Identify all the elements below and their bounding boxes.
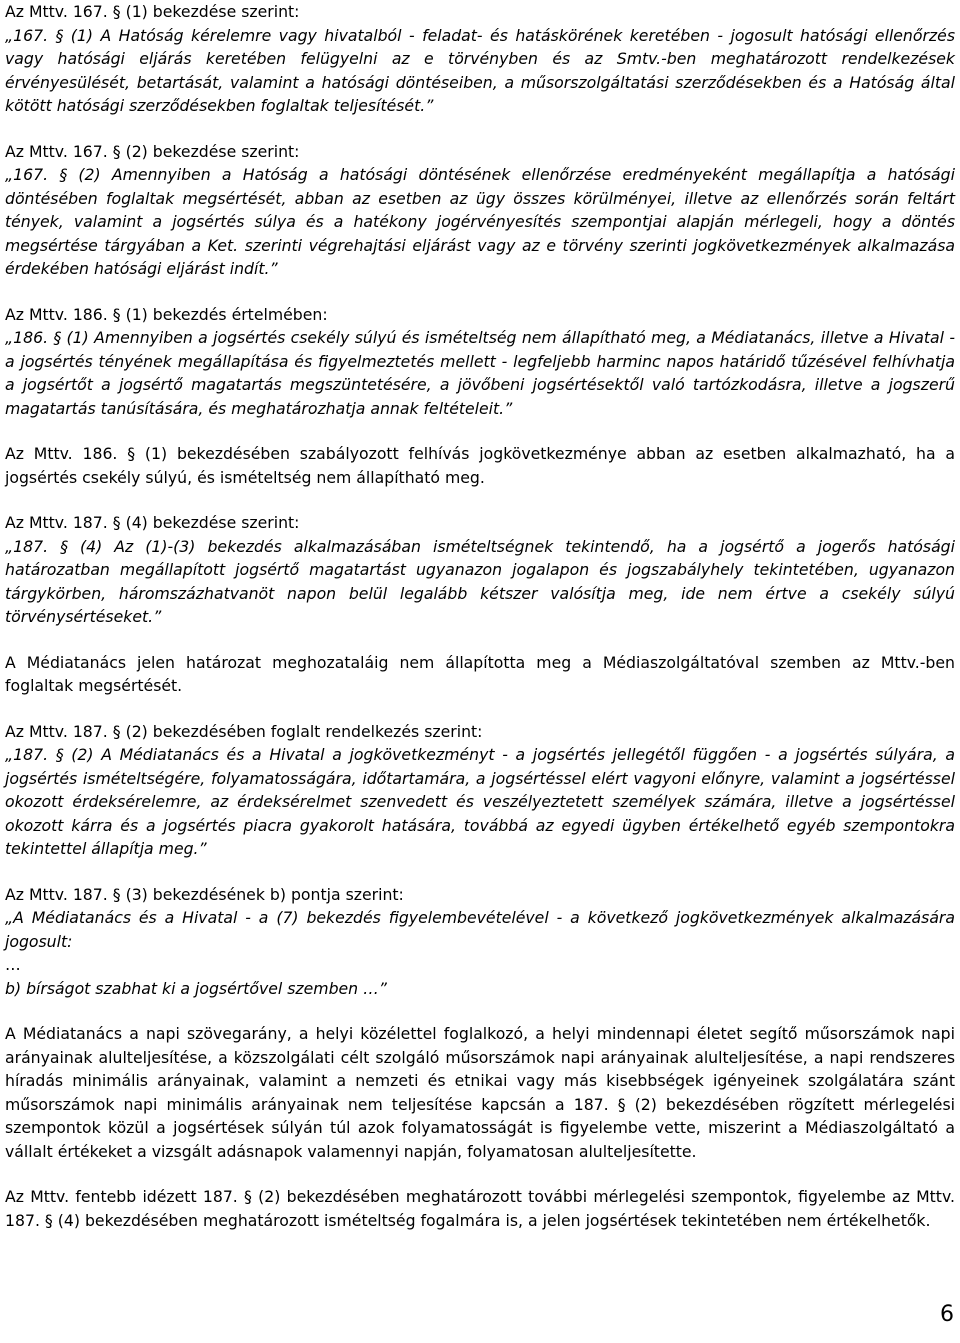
paragraph-mediatanacs-finding [5, 651, 955, 698]
document-page [5, 0, 955, 1254]
body-text: Az Mttv. fentebb idézett 187. § (2) bekezdésében meghatározott további mérlegelési szempontok, figyelembe az Mttv. 187. § (4) bekezdésében meghatározott ismételtség fogalmára is, a jelen jogsértések tekintetében nem értékelhetők. [5, 1187, 955, 1230]
heading-line: Az Mttv. 186. § (1) bekezdés értelmében: [5, 304, 328, 324]
paragraph-187-4 [5, 511, 955, 629]
paragraph-187-2 [5, 720, 955, 861]
heading-line: Az Mttv. 187. § (4) bekezdése szerint: [5, 513, 300, 532]
quoted-law-text: „167. § (1) A Hatóság kérelemre vagy hivatalból - feladat- és hatáskörének keretében - jogosult hatósági ellenőrzés vagy hatósági eljárás keretében felügyelni az e törvényben és az Smtv.-ben meghatározott rendelkezések érvényesülését, betartását, valamint a hatósági döntéseiben, a műsorszolgáltatási szerződésekben és a Hatóság által kötött hatósági szerződésekben foglaltak teljesítését.” [5, 25, 955, 115]
paragraph-187-3-b [5, 883, 955, 1001]
paragraph-167-1 [5, 0, 955, 118]
quoted-law-text: „A Médiatanács és a Hivatal - a (7) bekezdés figyelembevételével - a következő jogkövetkezmények alkalmazására jogosult: [5, 908, 955, 951]
paragraph-167-2 [5, 140, 955, 281]
ellipsis-line: … [5, 955, 21, 974]
heading-line: Az Mttv. 187. § (2) bekezdésében foglalt rendelkezés szerint: [5, 721, 483, 741]
body-text: A Médiatanács jelen határozat meghozataláig nem állapította meg a Médiaszolgáltatóval szemben az Mttv.-ben foglaltak megsértését. [5, 652, 955, 695]
paragraph-186-explanation [5, 442, 955, 489]
paragraph-186-1 [5, 303, 955, 421]
body-text: Az Mttv. 186. § (1) bekezdésében szabályozott felhívás jogkövetkezménye abban az esetben alkalmazható, ha a jogsértés csekély súlyú, és ismételtség nem állapítható meg. [5, 444, 955, 487]
heading-line: Az Mttv. 167. § (1) bekezdése szerint: [5, 2, 300, 21]
body-text: A Médiatanács a napi szövegarány, a helyi közélettel foglalkozó, a helyi mindennapi életet segítő műsorszámok napi arányainak alulteljesítése, a közszolgálati célt szolgáló műsorszámok napi arányainak alulteljesítése, a napi rendszeres híradás minimális arányainak, valamint a nemzeti és etnikai vagy más kisebbségek igényeinek szolgálatára szánt műsorszámok napi minimális arányainak nem teljesítése kapcsán a 187. § (2) bekezdésében rögzített mérlegelési szempontok közül a jogsértések súlyán túl azok folyamatosságát is figyelembe vette, miszerint a Médiaszolgáltató a vállalt értékeket a vizsgált adásnapok valamennyi napján, folyamatosan alulteljesítette. [5, 1024, 955, 1161]
quoted-law-text: „187. § (4) Az (1)-(3) bekezdés alkalmazásában ismételtségnek tekintendő, ha a jogsértő a jogerős hatósági határozatban megállapított jogsértő magatartást ugyanazon jogalapon és jogszabályhely tekintetében, ugyanazon tárgykörben, háromszázhatvanöt napon belül legalább kétszer valósítja meg, ide nem értve a csekély súlyú törvénysértéseket.” [5, 536, 955, 626]
paragraph-mediatanacs-assessment [5, 1022, 955, 1163]
paragraph-further-criteria [5, 1185, 955, 1232]
heading-line: Az Mttv. 167. § (2) bekezdése szerint: [5, 141, 300, 161]
quoted-law-text-point-b: b) bírságot szabhat ki a jogsértővel szemben …” [5, 978, 387, 998]
heading-line: Az Mttv. 187. § (3) bekezdésének b) pontja szerint: [5, 884, 404, 904]
page-number: 6 [940, 1302, 954, 1327]
quoted-law-text: „186. § (1) Amennyiben a jogsértés csekély súlyú és ismételtség nem állapítható meg, a Médiatanács, illetve a Hivatal - a jogsértés tényének megállapítása és figyelmeztetés mellett - legfeljebb harminc napos határidő tűzésével felhívhatja a jogsértőt a jogsértő magatartás megszüntetésére, a jövőbeni jogsértésektől való tartózkodásra, illetve a jogszerű magatartás tanúsítására, és meghatározhatja annak feltételeit.” [5, 328, 955, 418]
quoted-law-text: „167. § (2) Amennyiben a Hatóság a hatósági döntésének ellenőrzése eredményeként megállapítja a hatósági döntésében foglaltak megsértését, abban az esetben az ügy összes körülményei, illetve az ellenőrzés során feltárt tények, valamint a jogsértés súlya és a hatékony jogérvényesítés szempontjai alapján mérlegeli, hogy a döntés megsértése tárgyában a Ket. szerinti végrehajtási eljárást vagy az e törvény szerinti jogkövetkezmények alkalmazása érdekében hatósági eljárást indít.” [5, 165, 955, 278]
quoted-law-text: „187. § (2) A Médiatanács és a Hivatal a jogkövetkezményt - a jogsértés jellegétől függően - a jogsértés súlyára, a jogsértés ismételtségére, folyamatosságára, időtartamára, a jogsértéssel elért vagyoni előnyre, valamint a jogsértéssel okozott érdeksérelemre, az érdeksérelmet szenvedett és veszélyeztetett személyek számára, illetve a jogsértéssel okozott kárra és a jogsértés piacra gyakorolt hatására, továbbá az egyedi ügyben értékelhető egyéb szempontokra tekintettel állapítja meg.” [5, 745, 955, 858]
